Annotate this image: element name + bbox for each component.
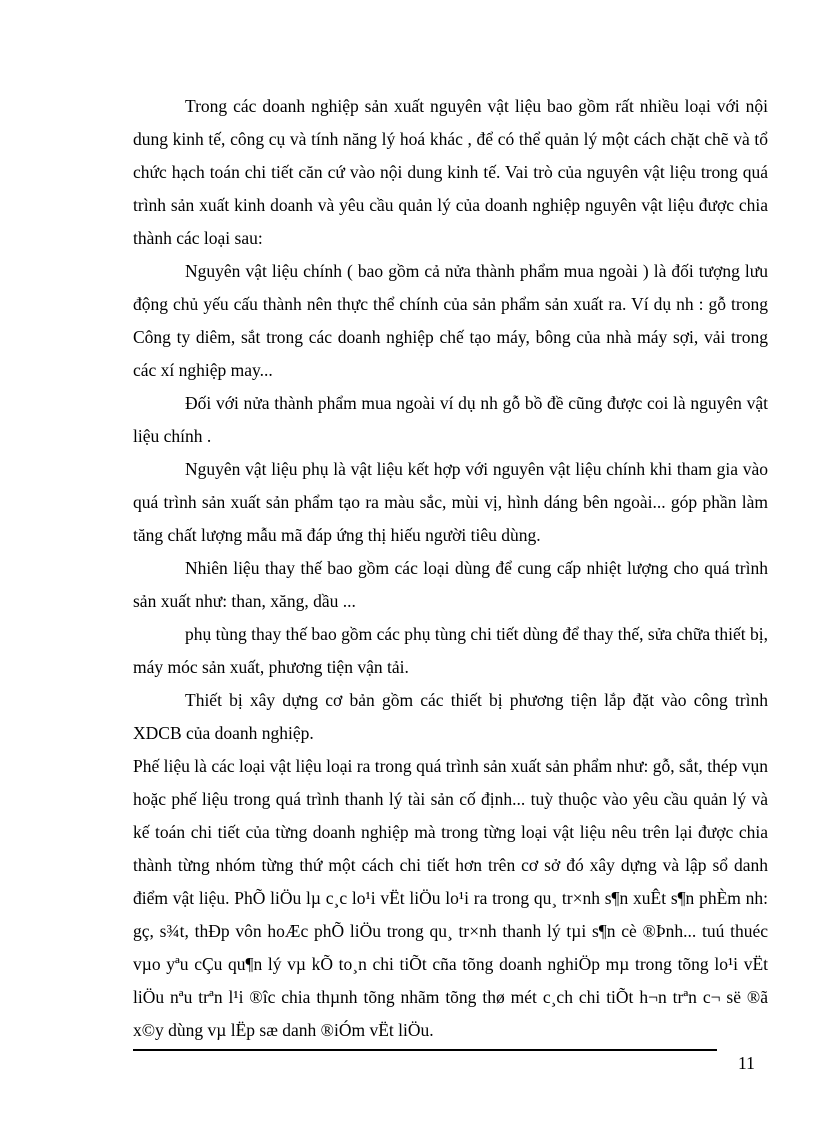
- paragraph-semi-finished-products: Đối với nửa thành phẩm mua ngoài ví dụ nh gỗ bồ đề cũng được coi là nguyên vật liệu chính .: [133, 393, 768, 446]
- paragraph-material-classification: Trong các doanh nghiệp sản xuất nguyên vật liệu bao gồm rất nhiều loại với nội dung kinh tế, công cụ và tính năng lý hoá khác , để có thể quản lý một cách chặt chẽ và tổ chức hạch toán chi tiết căn cứ vào nội dung kinh tế. Vai trò của nguyên vật liệu trong quá trình sản xuất kinh doanh và yêu cầu quản lý của doanh nghiệp nguyên vật liệu được chia thành các loại sau:: [133, 96, 768, 248]
- page-number: 11: [738, 1053, 755, 1073]
- footer-divider: [133, 1049, 717, 1051]
- body-text: [133, 90, 768, 1047]
- paragraph-spare-parts: phụ tùng thay thế bao gồm các phụ tùng chi tiết dùng để thay thế, sửa chữa thiết bị, máy móc sản xuất, phương tiện vận tải.: [133, 624, 768, 677]
- paragraph-fuel: Nhiên liệu thay thế bao gồm các loại dùng để cung cấp nhiệt lượng cho quá trình sản xuất như: than, xăng, dầu ...: [133, 558, 768, 611]
- paragraph-main-materials: Nguyên vật liệu chính ( bao gồm cả nửa thành phẩm mua ngoài ) là đối tượng lưu động chủ yếu cấu thành nên thực thể chính của sản phẩm sản xuất ra. Ví dụ nh : gỗ trong Công ty diêm, sắt trong các doanh nghiệp chế tạo máy, bông của nhà máy sợi, vải trong các xí nghiệp may...: [133, 261, 768, 380]
- paragraph-construction-equipment: Thiết bị xây dựng cơ bản gồm các thiết bị phương tiện lắp đặt vào công trình XDCB của doanh nghiệp.: [133, 690, 768, 743]
- paragraph-auxiliary-materials: Nguyên vật liệu phụ là vật liệu kết hợp với nguyên vật liệu chính khi tham gia vào quá trình sản xuất sản phẩm tạo ra màu sắc, mùi vị, hình dáng bên ngoài... góp phần làm tăng chất lượng mẫu mã đáp ứng thị hiếu người tiêu dùng.: [133, 459, 768, 545]
- paragraph-scrap-materials: Phế liệu là các loại vật liệu loại ra trong quá trình sản xuất sản phẩm như: gỗ, sắt, thép vụn hoặc phế liệu trong quá trình thanh lý tài sản cố định... tuỳ thuộc vào yêu cầu quản lý và kế toán chi tiết của từng doanh nghiệp mà trong từng loại vật liệu nêu trên lại được chia thành từng nhóm từng thứ một cách chi tiết hơn trên cơ sở đó xây dựng và lập sổ danh điểm vật liệu. PhÕ liÖu lµ c¸c lo¹i vËt liÖu lo¹i ra trong qu¸ tr×nh s¶n xuÊt s¶n phÈm nh: gç, s¾t, thÐp vôn hoÆc phÕ liÖu trong qu¸ tr×nh thanh lý tµi s¶n cè ®Þnh... tuú thuéc vµo yªu cÇu qu¶n lý vµ kÕ to¸n chi tiÕt cña tõng doanh nghiÖp mµ trong tõng lo¹i vËt liÖu nªu trªn l¹i ®îc chia thµnh tõng nhãm tõng thø mét c¸ch chi tiÕt h¬n trªn c¬ së ®ã x©y dùng vµ lËp sæ danh ®iÓm vËt liÖu.: [133, 756, 768, 1040]
